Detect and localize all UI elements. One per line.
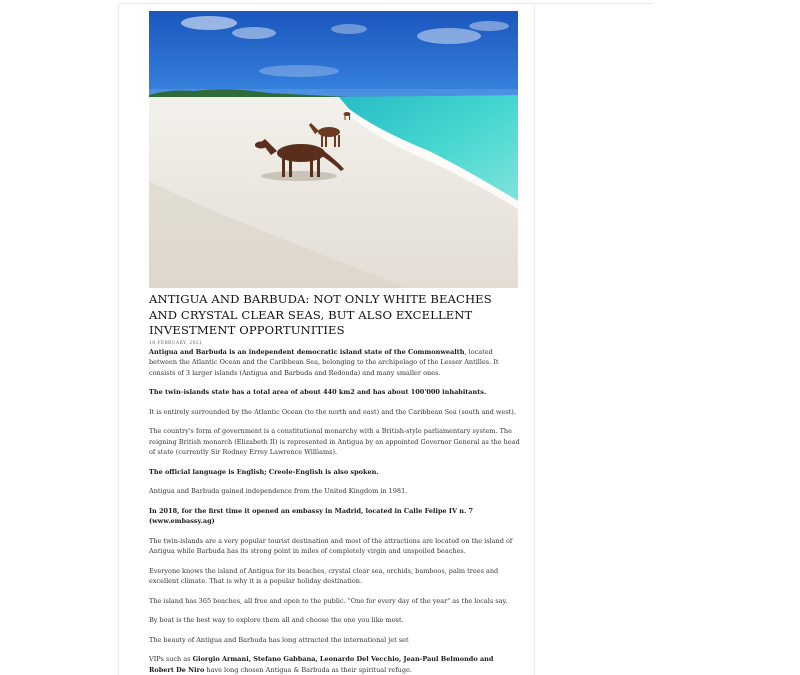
paragraph-13	[149, 654, 520, 675]
paragraph-7-bold: In 2018, for the first time it opened an embassy in Madrid, located in Calle Felipe IV n. 7 (www.embassy.ag)	[149, 506, 474, 525]
paragraph-2	[149, 387, 520, 398]
paragraph-3: It is entirely surrounded by the Atlantic Ocean (to the north and east) and the Caribbean Sea (south and west).	[149, 407, 516, 416]
paragraph-13-names: Giorgio Armani, Stefano Gabbana, Leonardo Del Vecchio, Jean-Paul Belmondo and Robert De Niro	[149, 655, 494, 674]
paragraph-1	[149, 347, 520, 379]
paragraph-8: The twin-islands are a very popular tourist destination and most of the attractions are located on the island of Antigua while Barbuda has its strong point in miles of completely virgin and unspoiled beaches.	[149, 536, 513, 555]
article-date: 18 FEBRUARY, 2021	[149, 340, 203, 346]
beach-horses-illustration	[149, 11, 518, 288]
column-border-left	[118, 3, 119, 675]
paragraph-1-bold: Antigua and Barbuda is an independent democratic island state of the Commonwealth	[149, 347, 465, 356]
paragraph-13-pre: VIPs such as	[149, 655, 193, 663]
paragraph-11: By boat is the best way to explore them all and choose the one you like most.	[149, 616, 404, 624]
paragraph-7	[149, 506, 520, 527]
paragraph-9: Everyone knows the island of Antigua for its beaches, crystal clear sea, orchids, bamboos, palm trees and excellent climate. That is why it is a popular holiday destination.	[149, 566, 499, 585]
column-border-right	[534, 3, 535, 675]
paragraph-5-bold: The official language is English; Creole-English is also spoken.	[149, 467, 379, 476]
paragraph-12: The beauty of Antigua and Barbuda has long attracted the international jet set	[149, 635, 409, 644]
paragraph-10: The island has 365 beaches, all free and open to the public. "One for every day of the year" as the locals say.	[149, 596, 508, 605]
article	[149, 292, 520, 675]
paragraph-6: Antigua and Barbuda gained independence from the United Kingdom in 1981.	[149, 487, 408, 495]
article-title: ANTIGUA AND BARBUDA: NOT ONLY WHITE BEACHES AND CRYSTAL CLEAR SEAS, BUT ALSO EXCELLENT INVESTMENT OPPORTUNITIES	[149, 292, 492, 337]
hero-image	[149, 11, 518, 288]
paragraph-13-post: have long chosen Antigua & Barbuda as their spiritual refuge.	[204, 665, 412, 674]
paragraph-2-bold: The twin-islands state has a total area of about 440 km2 and has about 100'000 inhabitants.	[149, 388, 487, 396]
paragraph-1-rest: , located between the Atlantic Ocean and the Caribbean Sea, belonging to the archipelago of the Lesser Antilles. It consists of 3 larger islands (Antigua and Barbuda and Redonda) and many smaller ones.	[149, 347, 499, 377]
paragraph-5	[149, 467, 520, 478]
paragraph-4: The country's form of government is a constitutional monarchy with a British-style parliamentary system. The reigning British monarch (Elizabeth II) is represented in Antigua by an appointed Governor General as the head of state (currently Sir Rodney Errey Lawrence Williams).	[149, 427, 520, 456]
header-divider	[118, 3, 652, 4]
